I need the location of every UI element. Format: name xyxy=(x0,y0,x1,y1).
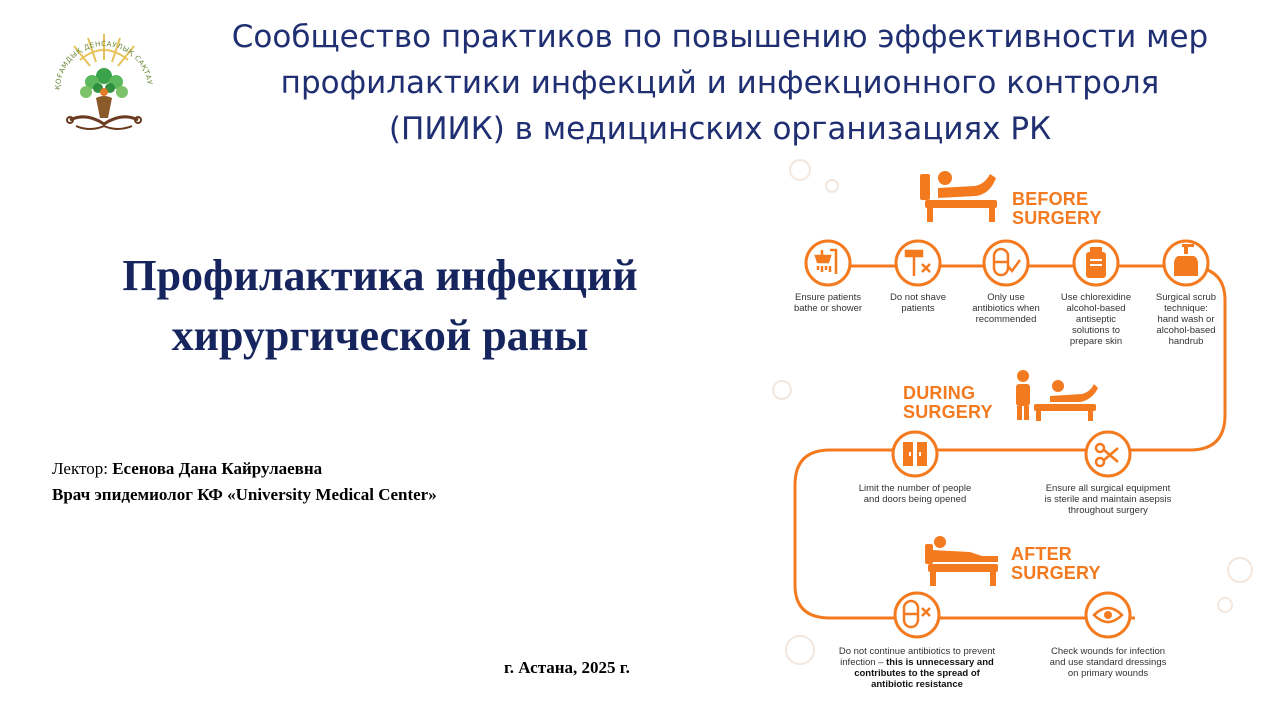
step-line: Limit the number of people xyxy=(858,483,972,494)
presentation-title xyxy=(30,246,730,366)
step-line: solutions to xyxy=(1071,325,1121,336)
tree-of-life-logo-icon xyxy=(40,20,168,148)
before-step-5-text xyxy=(1142,292,1230,347)
before-patient-bed-icon xyxy=(920,171,997,222)
during-step-2-text xyxy=(1023,483,1193,516)
step-line: alcohol-based xyxy=(1156,325,1216,336)
lecturer-label: Лектор: xyxy=(52,459,113,478)
step-line: Only use xyxy=(987,292,1025,303)
step-line: throughout surgery xyxy=(1068,505,1148,516)
header-title-line: профилактики инфекций и инфекционного контроля xyxy=(280,65,1160,101)
step-line: Surgical scrub xyxy=(1155,292,1217,303)
step-line-bold: antibiotic resistance xyxy=(871,679,963,690)
presentation-title-line: хирургической раны xyxy=(171,311,589,360)
step-line: and use standard dressings xyxy=(1049,657,1167,668)
surgical-infection-infographic xyxy=(770,150,1275,695)
step-line-bold: this is unnecessary and xyxy=(886,657,994,668)
after-step-1-text xyxy=(822,646,1012,690)
step-line: recommended xyxy=(975,314,1037,325)
heading-line: SURGERY xyxy=(1012,208,1102,228)
logo-ring-text: ҚОҒАМДЫҚ ДЕНСАУЛЫҚ САҚТАУ xyxy=(53,39,154,91)
step-line: alcohol-based xyxy=(1066,303,1126,314)
heading-line: SURGERY xyxy=(1011,563,1101,583)
before-step-3-text xyxy=(963,292,1049,325)
heading-line: DURING xyxy=(903,383,976,403)
lecturer-info xyxy=(52,456,437,508)
step-line: antibiotics when xyxy=(972,303,1040,314)
step-line: Do not shave xyxy=(890,292,946,303)
step-line: antiseptic xyxy=(1075,314,1117,325)
step-line: hand wash or xyxy=(1157,314,1215,325)
step-line: Check wounds for infection xyxy=(1050,646,1166,657)
step-line: Ensure all surgical equipment xyxy=(1045,483,1171,494)
before-step-1-text xyxy=(783,292,873,314)
step-line xyxy=(822,657,1012,668)
step-line: and doors being opened xyxy=(863,494,967,505)
step-line: technique: xyxy=(1164,303,1208,314)
lecturer-position: Врач эпидемиолог КФ «University Medical Center» xyxy=(52,485,437,504)
step-line-part: infection – xyxy=(840,657,887,668)
after-patient-bed-icon xyxy=(925,536,998,586)
before-surgery-heading xyxy=(1012,190,1102,228)
step-line: Ensure patients xyxy=(794,292,861,303)
before-step-4-text xyxy=(1052,292,1140,347)
step-line: prepare skin xyxy=(1069,336,1123,347)
heading-line: SURGERY xyxy=(903,402,993,422)
step-line: Use chlorexidine xyxy=(1060,292,1132,303)
header-title-line: Сообщество практиков по повышению эффективности мер xyxy=(231,19,1209,55)
after-step-2-text xyxy=(1033,646,1183,679)
place-date: г. Астана, 2025 г. xyxy=(504,658,630,677)
step-line: patients xyxy=(901,303,935,314)
heading-line: AFTER xyxy=(1011,544,1072,564)
before-step-2-text xyxy=(878,292,958,314)
header-title-line: (ПИИК) в медицинских организациях РК xyxy=(388,111,1052,147)
organization-logo xyxy=(40,20,168,148)
step-line: handrub xyxy=(1168,336,1204,347)
during-step-1-text xyxy=(840,483,990,505)
page-header-title xyxy=(170,14,1270,152)
after-surgery-heading xyxy=(1011,545,1101,583)
lecturer-line xyxy=(52,456,437,482)
step-line: Do not continue antibiotics to prevent xyxy=(838,646,996,657)
lecturer-name: Есенова Дана Кайрулаевна xyxy=(112,459,323,478)
presentation-title-line: Профилактика инфекций xyxy=(122,251,638,300)
heading-line: BEFORE xyxy=(1012,189,1089,209)
step-line: bathe or shower xyxy=(793,303,863,314)
during-surgeon-patient-icon xyxy=(1016,370,1098,421)
step-line: on primary wounds xyxy=(1067,668,1149,679)
during-surgery-heading xyxy=(903,384,993,422)
infographic-graphics xyxy=(770,150,1275,695)
step-line-bold: contributes to the spread of xyxy=(854,668,980,679)
step-line: is sterile and maintain asepsis xyxy=(1044,494,1172,505)
